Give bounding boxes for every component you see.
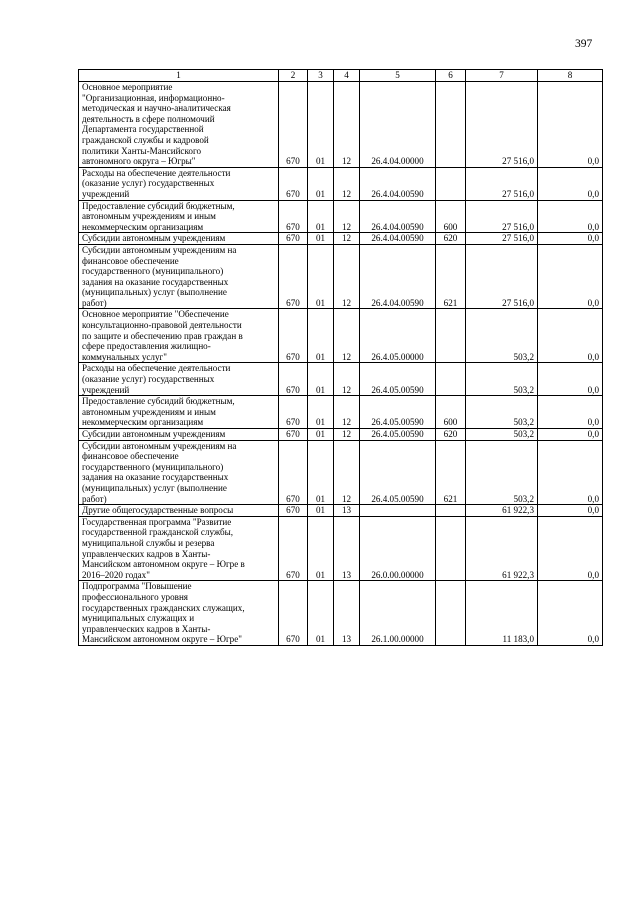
target-article-cell: 26.4.05.00590 [360, 440, 436, 505]
ministry-code-cell: 670 [279, 396, 308, 429]
section-code-cell: 01 [308, 429, 334, 441]
row-name-cell: Субсидии автономным учреждениям на финансовое обеспечение государственного (муниципального) задания на оказание государственных (муниципальных) услуг (выполнение работ) [79, 440, 279, 505]
subsection-code-cell: 12 [334, 233, 360, 245]
section-code-cell: 01 [308, 516, 334, 581]
row-name-cell: Основное мероприятие "Организационная, информационно- методическая и научно-аналитическая деятельность в сфере полномочий Департамента государственной гражданской службы и кадровой политики Ханты-Мансийского автономного округа – Югры" [79, 82, 279, 168]
amount-cell: 27 516,0 [466, 167, 538, 200]
target-article-cell: 26.4.05.00590 [360, 363, 436, 396]
ministry-code-cell: 670 [279, 363, 308, 396]
subsection-code-cell: 13 [334, 516, 360, 581]
section-code-cell: 01 [308, 82, 334, 168]
amount-cell: 0,0 [538, 82, 603, 168]
table-row [79, 244, 603, 309]
table-row [79, 396, 603, 429]
section-code-cell: 01 [308, 244, 334, 309]
table-row [79, 429, 603, 441]
table-row [79, 167, 603, 200]
target-article-cell: 26.4.05.00590 [360, 396, 436, 429]
column-header: 8 [538, 70, 603, 82]
expense-type-cell: 620 [436, 429, 466, 441]
target-article-cell: 26.4.04.00000 [360, 82, 436, 168]
section-code-cell: 01 [308, 167, 334, 200]
table-row [79, 233, 603, 245]
amount-cell: 61 922,3 [466, 516, 538, 581]
row-name-cell: Субсидии автономным учреждениям [79, 233, 279, 245]
amount-cell: 503,2 [466, 363, 538, 396]
section-code-cell: 01 [308, 200, 334, 233]
amount-cell: 0,0 [538, 440, 603, 505]
table-row [79, 440, 603, 505]
row-name-cell: Субсидии автономным учреждениям [79, 429, 279, 441]
table-row [79, 82, 603, 168]
table-row [79, 363, 603, 396]
ministry-code-cell: 670 [279, 200, 308, 233]
row-name-cell: Другие общегосударственные вопросы [79, 505, 279, 517]
expense-type-cell [436, 516, 466, 581]
expense-type-cell [436, 309, 466, 363]
expense-type-cell: 600 [436, 200, 466, 233]
section-code-cell: 01 [308, 440, 334, 505]
table-body [79, 70, 603, 646]
column-header: 2 [279, 70, 308, 82]
subsection-code-cell: 12 [334, 440, 360, 505]
amount-cell: 0,0 [538, 429, 603, 441]
row-name-cell: Подпрограмма "Повышение профессионального уровня государственных гражданских служащих, муниципальных служащих и управленческих кадров в Ханты- Мансийском автономном округе – Югре" [79, 581, 279, 646]
ministry-code-cell: 670 [279, 440, 308, 505]
amount-cell: 503,2 [466, 440, 538, 505]
subsection-code-cell: 12 [334, 167, 360, 200]
target-article-cell [360, 505, 436, 517]
column-header: 4 [334, 70, 360, 82]
row-name-cell: Расходы на обеспечение деятельности (оказание услуг) государственных учреждений [79, 167, 279, 200]
subsection-code-cell: 12 [334, 82, 360, 168]
column-header: 1 [79, 70, 279, 82]
expense-type-cell: 621 [436, 244, 466, 309]
row-name-cell: Предоставление субсидий бюджетным, автономным учреждениям и иным некоммерческим организациям [79, 396, 279, 429]
ministry-code-cell: 670 [279, 233, 308, 245]
target-article-cell: 26.4.04.00590 [360, 244, 436, 309]
ministry-code-cell: 670 [279, 309, 308, 363]
expense-type-cell [436, 363, 466, 396]
target-article-cell: 26.4.05.00000 [360, 309, 436, 363]
ministry-code-cell: 670 [279, 581, 308, 646]
target-article-cell: 26.4.04.00590 [360, 200, 436, 233]
section-code-cell: 01 [308, 363, 334, 396]
amount-cell: 0,0 [538, 396, 603, 429]
expense-type-cell: 620 [436, 233, 466, 245]
subsection-code-cell: 12 [334, 309, 360, 363]
expense-type-cell [436, 82, 466, 168]
column-header: 7 [466, 70, 538, 82]
amount-cell: 0,0 [538, 516, 603, 581]
expense-type-cell: 600 [436, 396, 466, 429]
ministry-code-cell: 670 [279, 516, 308, 581]
subsection-code-cell: 12 [334, 363, 360, 396]
subsection-code-cell: 12 [334, 200, 360, 233]
expense-type-cell [436, 505, 466, 517]
column-header: 6 [436, 70, 466, 82]
subsection-code-cell: 13 [334, 505, 360, 517]
column-header: 3 [308, 70, 334, 82]
section-code-cell: 01 [308, 233, 334, 245]
ministry-code-cell: 670 [279, 244, 308, 309]
amount-cell: 0,0 [538, 200, 603, 233]
amount-cell: 0,0 [538, 244, 603, 309]
page-number: 397 [575, 38, 593, 50]
subsection-code-cell: 13 [334, 581, 360, 646]
subsection-code-cell: 12 [334, 429, 360, 441]
amount-cell: 0,0 [538, 167, 603, 200]
table-row [79, 309, 603, 363]
section-code-cell: 01 [308, 396, 334, 429]
amount-cell: 0,0 [538, 309, 603, 363]
target-article-cell: 26.0.00.00000 [360, 516, 436, 581]
table-header-row [79, 70, 603, 82]
amount-cell: 503,2 [466, 309, 538, 363]
amount-cell: 27 516,0 [466, 82, 538, 168]
ministry-code-cell: 670 [279, 82, 308, 168]
table-row [79, 505, 603, 517]
subsection-code-cell: 12 [334, 396, 360, 429]
amount-cell: 0,0 [538, 233, 603, 245]
target-article-cell: 26.4.05.00590 [360, 429, 436, 441]
target-article-cell: 26.4.04.00590 [360, 233, 436, 245]
amount-cell: 0,0 [538, 505, 603, 517]
amount-cell: 27 516,0 [466, 200, 538, 233]
expense-type-cell [436, 581, 466, 646]
budget-table [78, 69, 603, 646]
target-article-cell: 26.4.04.00590 [360, 167, 436, 200]
target-article-cell: 26.1.00.00000 [360, 581, 436, 646]
amount-cell: 0,0 [538, 363, 603, 396]
section-code-cell: 01 [308, 581, 334, 646]
amount-cell: 0,0 [538, 581, 603, 646]
amount-cell: 11 183,0 [466, 581, 538, 646]
row-name-cell: Основное мероприятие "Обеспечение консультационно-правовой деятельности по защите и обеспечению прав граждан в сфере предоставления жилищно- коммунальных услуг" [79, 309, 279, 363]
row-name-cell: Субсидии автономным учреждениям на финансовое обеспечение государственного (муниципального) задания на оказание государственных (муниципальных) услуг (выполнение работ) [79, 244, 279, 309]
table-row [79, 516, 603, 581]
section-code-cell: 01 [308, 505, 334, 517]
row-name-cell: Расходы на обеспечение деятельности (оказание услуг) государственных учреждений [79, 363, 279, 396]
subsection-code-cell: 12 [334, 244, 360, 309]
amount-cell: 27 516,0 [466, 233, 538, 245]
table-row [79, 200, 603, 233]
amount-cell: 27 516,0 [466, 244, 538, 309]
amount-cell: 503,2 [466, 396, 538, 429]
table-row [79, 581, 603, 646]
section-code-cell: 01 [308, 309, 334, 363]
expense-type-cell: 621 [436, 440, 466, 505]
row-name-cell: Предоставление субсидий бюджетным, автономным учреждениям и иным некоммерческим организациям [79, 200, 279, 233]
ministry-code-cell: 670 [279, 429, 308, 441]
amount-cell: 61 922,3 [466, 505, 538, 517]
ministry-code-cell: 670 [279, 505, 308, 517]
column-header: 5 [360, 70, 436, 82]
row-name-cell: Государственная программа "Развитие государственной гражданской службы, муниципальной службы и резерва управленческих кадров в Ханты- Мансийском автономном округе – Югре в 2016–2020 годах" [79, 516, 279, 581]
ministry-code-cell: 670 [279, 167, 308, 200]
amount-cell: 503,2 [466, 429, 538, 441]
expense-type-cell [436, 167, 466, 200]
